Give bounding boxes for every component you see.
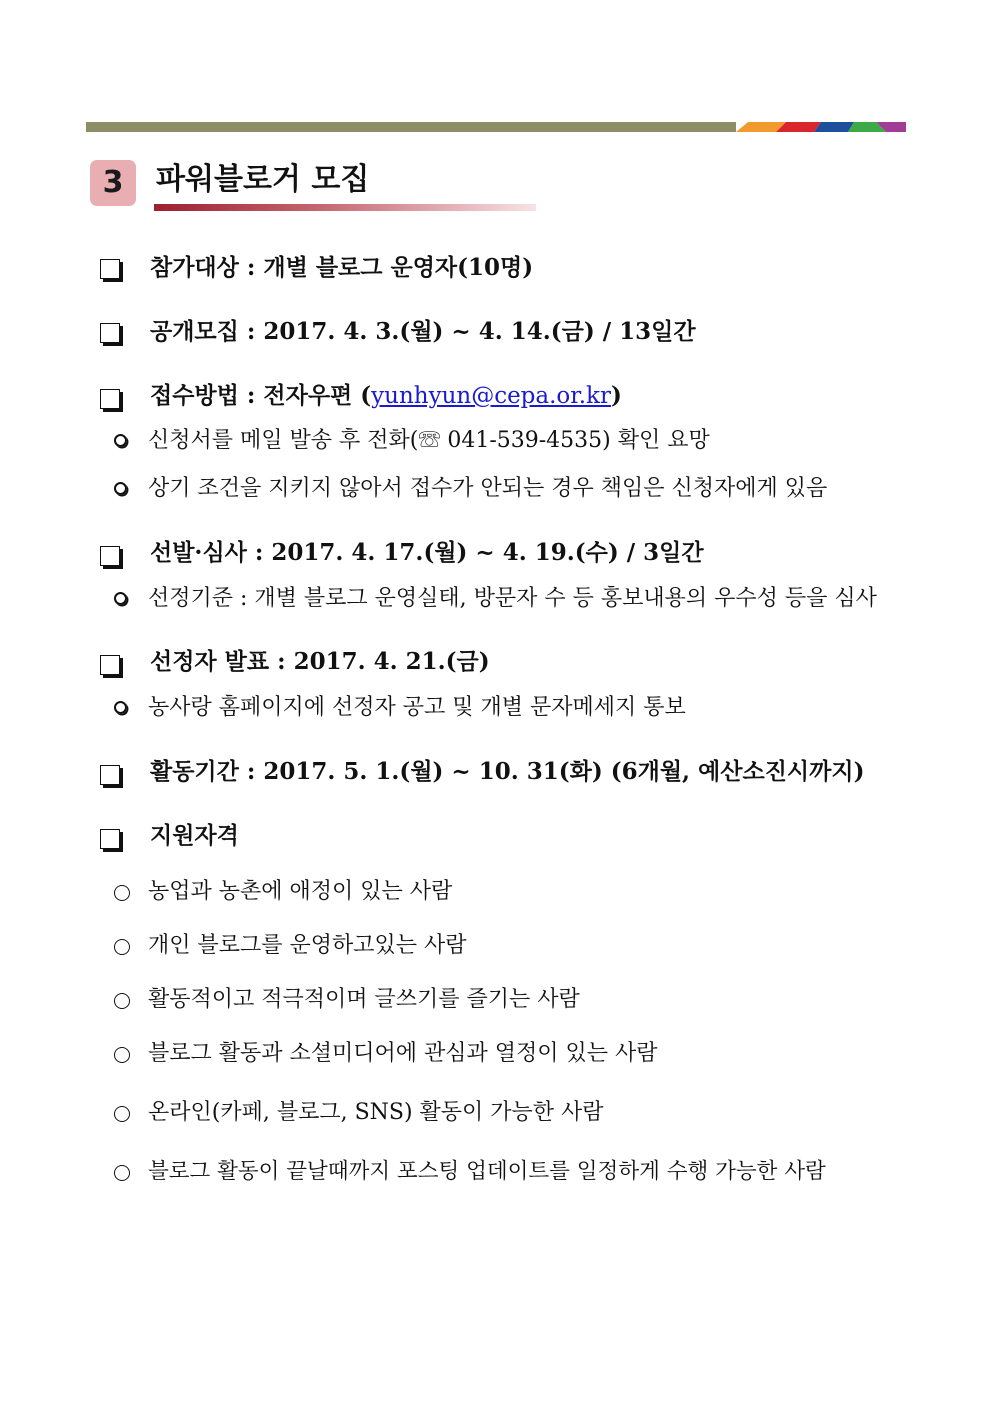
sub-item-phone-confirm: 신청서를 메일 발송 후 전화(☏ 041-539-4535) 확인 요망 — [148, 428, 710, 453]
item-recruitment-period: 공개모집 : 2017. 4. 3.(월) ~ 4. 14.(금) / 13일간 — [150, 318, 696, 345]
qualification-item: 농업과 농촌에 애정이 있는 사람 — [148, 879, 453, 904]
email-link[interactable]: yunhyun@cepa.or.kr — [371, 383, 611, 409]
checkbox-bullet-icon — [100, 829, 120, 849]
circle-bullet-icon — [114, 1165, 130, 1181]
item-selection-review: 선발·심사 : 2017. 4. 17.(월) ~ 4. 19.(수) / 3일간 — [150, 539, 704, 566]
item-activity-period: 활동기간 : 2017. 5. 1.(월) ~ 10. 31(화) (6개월, 예산소진시까지) — [150, 758, 865, 785]
checkbox-bullet-icon — [100, 765, 120, 785]
item-application-method — [150, 381, 622, 411]
item-qualifications: 지원자격 — [150, 822, 239, 849]
qualification-item: 개인 블로그를 운영하고있는 사람 — [148, 933, 467, 958]
section-title: 파워블로거 모집 — [156, 162, 370, 197]
top-decorative-bar — [86, 122, 906, 132]
checkbox-bullet-icon — [100, 655, 120, 675]
circle-bullet-icon — [114, 993, 130, 1009]
circle-bullet-icon — [114, 1047, 130, 1063]
checkbox-bullet-icon — [100, 259, 120, 279]
bar-olive — [86, 122, 736, 132]
sub-item-announcement-notice: 농사랑 홈페이지에 선정자 공고 및 개별 문자메세지 통보 — [148, 695, 686, 720]
bar-blue — [814, 122, 854, 132]
application-method-close: ) — [611, 382, 622, 409]
qualification-item: 블로그 활동과 소셜미디어에 관심과 열정이 있는 사람 — [148, 1041, 658, 1066]
sub-item-responsibility: 상기 조건을 지키지 않아서 접수가 안되는 경우 책임은 신청자에게 있음 — [148, 476, 828, 501]
qualification-item: 활동적이고 적극적이며 글쓰기를 즐기는 사람 — [148, 987, 580, 1012]
item-announcement: 선정자 발표 : 2017. 4. 21.(금) — [150, 648, 490, 675]
sub-bullet-icon — [114, 434, 127, 447]
section-title-underline — [154, 204, 536, 211]
checkbox-bullet-icon — [100, 546, 120, 566]
sub-bullet-icon — [114, 482, 127, 495]
checkbox-bullet-icon — [100, 323, 120, 343]
sub-bullet-icon — [114, 701, 127, 714]
circle-bullet-icon — [114, 939, 130, 955]
qualification-item: 온라인(카페, 블로그, SNS) 활동이 가능한 사람 — [148, 1100, 604, 1125]
circle-bullet-icon — [114, 885, 130, 901]
section-number-badge: 3 — [90, 160, 136, 206]
sub-bullet-icon — [114, 592, 127, 605]
circle-bullet-icon — [114, 1106, 130, 1122]
checkbox-bullet-icon — [100, 389, 120, 409]
item-participants: 참가대상 : 개별 블로그 운영자(10명) — [150, 254, 534, 281]
application-method-label: 접수방법 : 전자우편 ( — [150, 382, 372, 409]
qualification-item: 블로그 활동이 끝날때까지 포스팅 업데이트를 일정하게 수행 가능한 사람 — [148, 1159, 826, 1184]
sub-item-selection-criteria: 선정기준 : 개별 블로그 운영실태, 방문자 수 등 홍보내용의 우수성 등을 심사 — [148, 586, 877, 611]
